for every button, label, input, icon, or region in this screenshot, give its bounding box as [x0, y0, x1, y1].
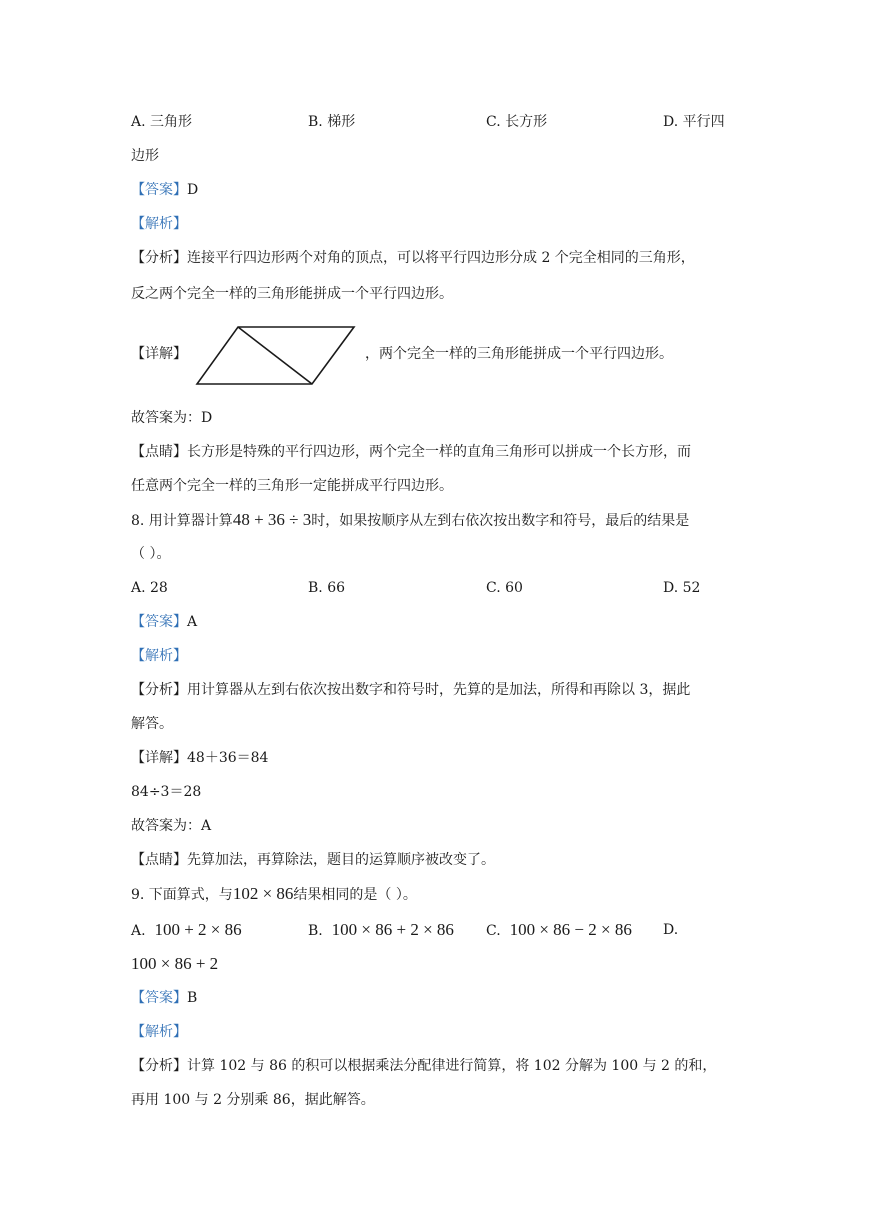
fenxi-tag: 【分析】	[131, 250, 187, 266]
q7-dianjing-line1	[131, 442, 691, 462]
dianjing-tag: 【点睛】	[131, 852, 187, 868]
q8-expression: 48 + 36 ÷ 3	[232, 510, 312, 529]
q9-fenxi-line2: 再用 100 与 2 分别乘 86，据此解答。	[131, 1092, 375, 1108]
option-label: A.	[131, 923, 146, 939]
q9-option-c	[486, 920, 632, 941]
q9-option-a	[131, 920, 242, 941]
q8-prefix: 8. 用计算器计算	[131, 513, 233, 529]
q7-option-d: D. 平行四	[663, 114, 725, 130]
q8-stem	[131, 510, 689, 531]
q7-option-d-wrap: 边形	[131, 148, 159, 164]
option-expression: 100 × 86 + 2	[131, 954, 219, 973]
option-label: C.	[486, 923, 501, 939]
q9-option-d-expr	[131, 954, 218, 975]
answer-tag: 【答案】	[131, 990, 187, 1006]
q9-fenxi-line1	[131, 1056, 716, 1076]
q9-option-b	[308, 920, 454, 941]
option-expression: 100 × 86 − 2 × 86	[509, 920, 632, 939]
detail-tag: 【详解】	[131, 750, 187, 766]
q8-detail-line1	[131, 748, 268, 768]
q8-option-b: B. 66	[308, 580, 346, 596]
q9-expression: 102 × 86	[232, 884, 294, 903]
q8-detail-line2: 84÷3＝28	[131, 784, 202, 800]
q9-option-d: D.	[663, 922, 679, 938]
q8-fenxi-line1	[131, 680, 690, 700]
dianjing-tag: 【点睛】	[131, 444, 187, 460]
q8-fenxi-line2: 解答。	[131, 716, 173, 732]
q7-option-c: C. 长方形	[486, 114, 548, 130]
q8-conclusion: 故答案为：A	[131, 818, 212, 834]
q9-stem	[131, 884, 417, 905]
answer-value: B	[187, 990, 198, 1006]
q7-detail-tag: 【详解】	[131, 346, 187, 362]
q8-suffix: 时，如果按顺序从左到右依次按出数字和符号，最后的结果是	[311, 513, 690, 529]
dianjing-text: 长方形是特殊的平行四边形，两个完全一样的直角三角形可以拼成一个长方形，而	[187, 444, 691, 460]
q7-conclusion: 故答案为：D	[131, 410, 213, 426]
q9-analysis-tag: 【解析】	[131, 1024, 187, 1040]
q8-blank: （ ）。	[131, 546, 171, 562]
answer-value: A	[187, 614, 198, 630]
q7-detail-text: ，两个完全一样的三角形能拼成一个平行四边形。	[365, 346, 673, 362]
q8-answer	[131, 612, 197, 632]
detail-text: 48＋36＝84	[187, 750, 269, 766]
answer-tag: 【答案】	[131, 182, 187, 198]
q8-analysis-tag: 【解析】	[131, 648, 187, 664]
option-label: B.	[308, 923, 323, 939]
fenxi-tag: 【分析】	[131, 682, 187, 698]
fenxi-text: 用计算器从左到右依次按出数字和符号时，先算的是加法，所得和再除以 3，据此	[187, 682, 691, 698]
q8-option-c: C. 60	[486, 580, 523, 596]
fenxi-tag: 【分析】	[131, 1058, 187, 1074]
q8-option-d: D. 52	[663, 580, 701, 596]
q8-option-a: A. 28	[131, 580, 168, 596]
fenxi-text: 连接平行四边形两个对角的顶点，可以将平行四边形分成 2 个完全相同的三角形，	[187, 250, 695, 266]
q9-prefix: 9. 下面算式，与	[131, 887, 233, 903]
answer-tag: 【答案】	[131, 614, 187, 630]
parallelogram-figure	[194, 324, 358, 386]
q7-dianjing-line2: 任意两个完全一样的三角形一定能拼成平行四边形。	[131, 478, 453, 494]
fenxi-text: 计算 102 与 86 的积可以根据乘法分配律进行简算，将 102 分解为 100 与 2 的和，	[187, 1058, 717, 1074]
answer-value: D	[187, 182, 199, 198]
q7-analysis-tag: 【解析】	[131, 216, 187, 232]
parallelogram-diagonal	[238, 327, 312, 384]
q7-option-a: A. 三角形	[131, 114, 193, 130]
q7-option-b: B. 梯形	[308, 114, 356, 130]
q9-suffix: 结果相同的是（ ）。	[293, 887, 417, 903]
q8-dianjing	[131, 850, 495, 870]
q7-answer	[131, 180, 198, 200]
q7-fenxi-line1	[131, 248, 695, 268]
option-expression: 100 × 86 + 2 × 86	[331, 920, 454, 939]
q7-fenxi-line2: 反之两个完全一样的三角形能拼成一个平行四边形。	[131, 286, 453, 302]
q9-answer	[131, 988, 197, 1008]
dianjing-text: 先算加法，再算除法，题目的运算顺序被改变了。	[187, 852, 495, 868]
option-expression: 100 + 2 × 86	[154, 920, 242, 939]
